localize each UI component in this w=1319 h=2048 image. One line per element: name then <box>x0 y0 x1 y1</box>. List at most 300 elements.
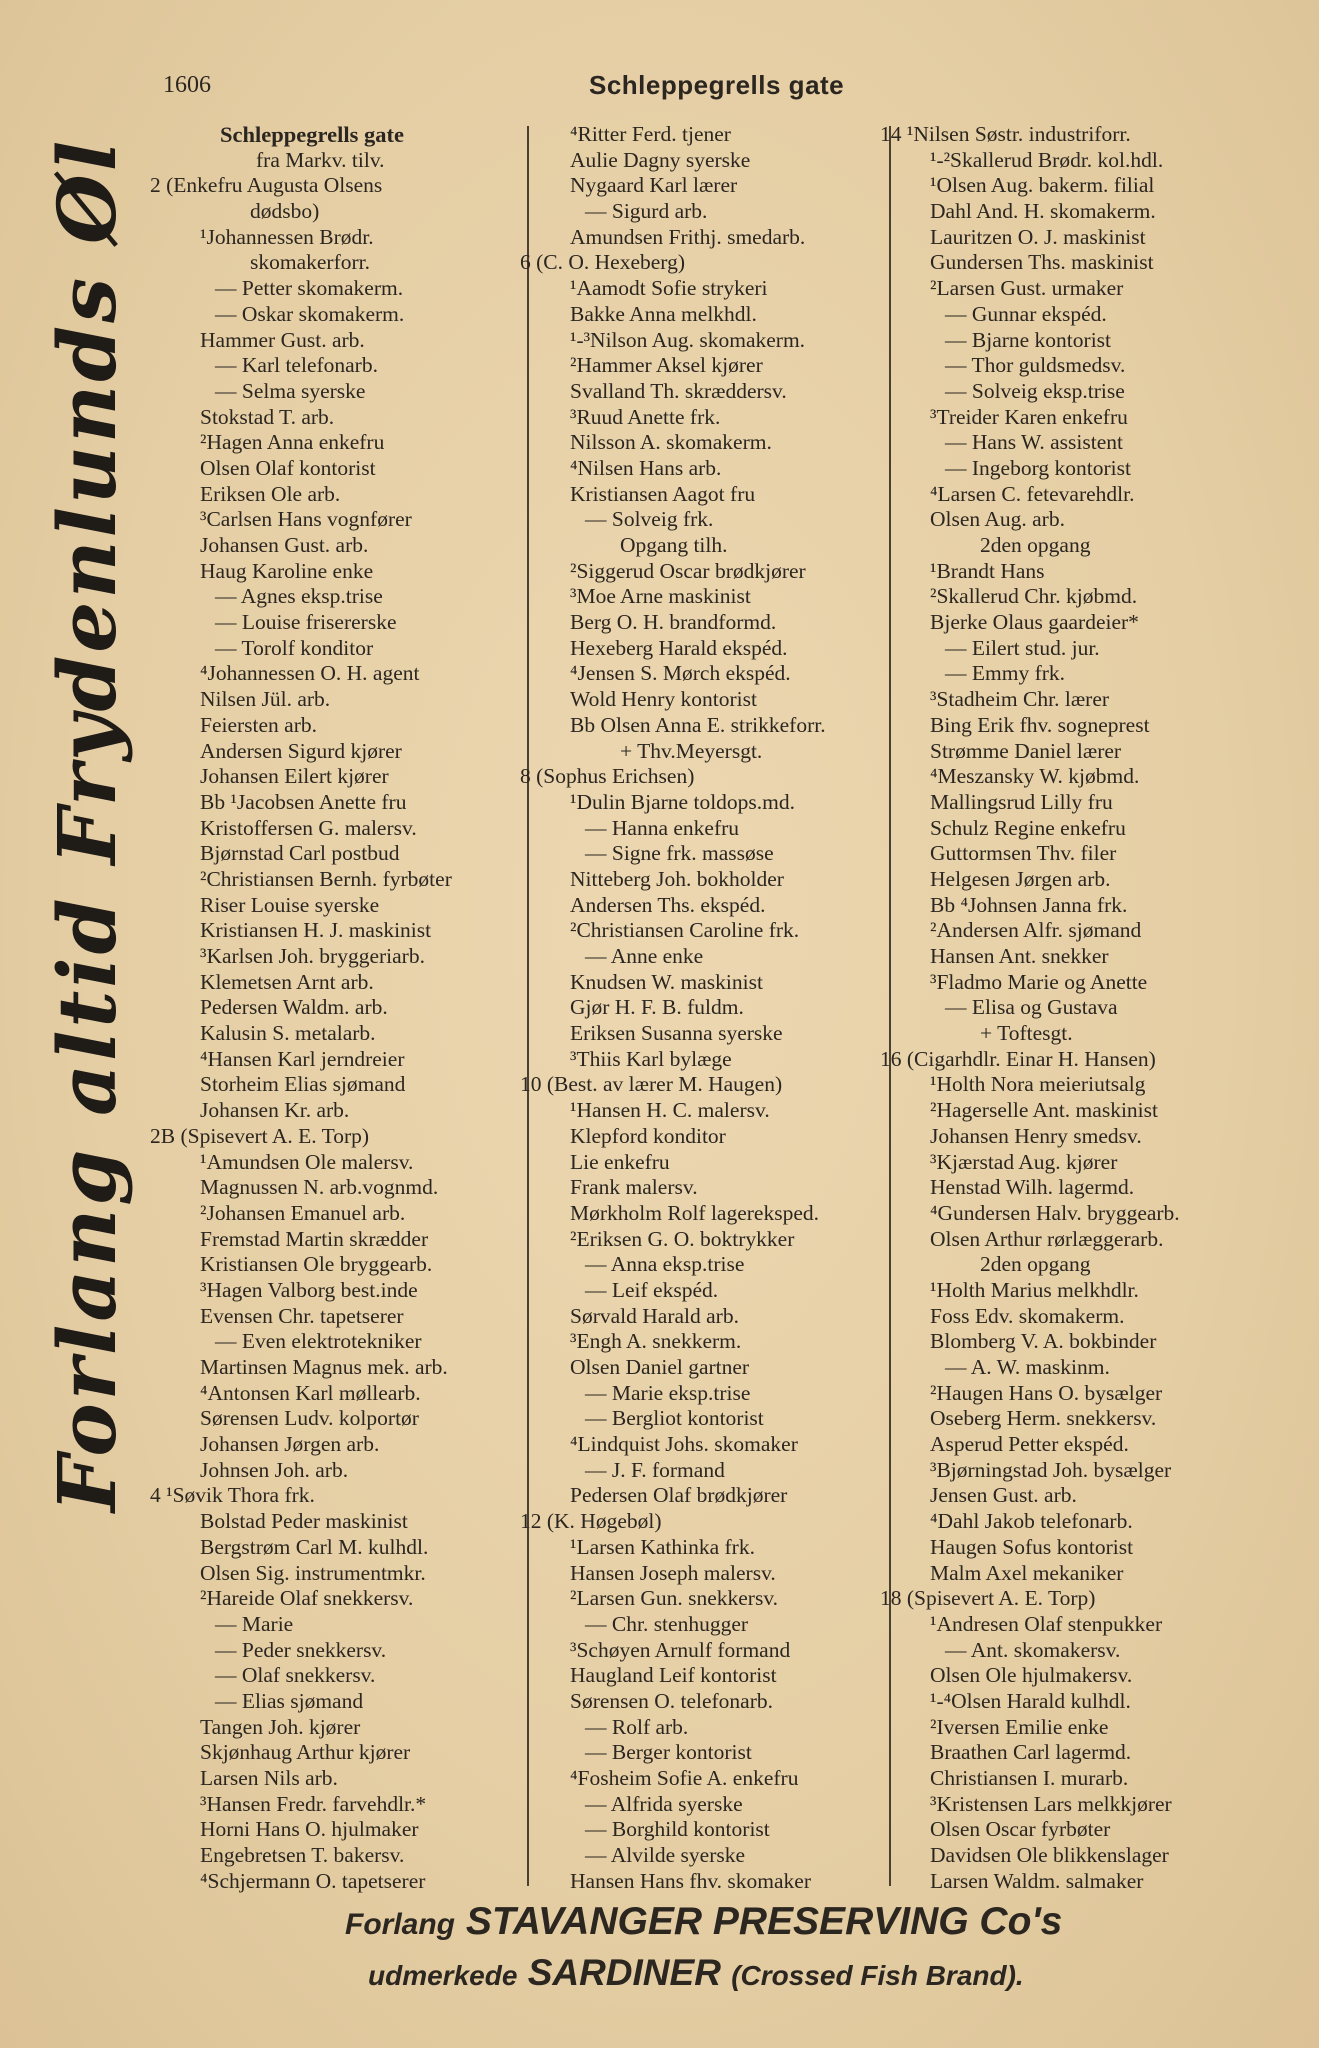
vertical-advertisement: Forlang altid Frydenlunds Øl <box>40 137 134 1512</box>
entry-text: Foss Edv. skomakerm. <box>930 1303 1125 1328</box>
entry-text: ²Siggerud Oscar brødkjører <box>570 558 806 583</box>
directory-entry <box>540 1175 900 1201</box>
directory-entry <box>900 1355 1260 1381</box>
entry-text: — Alvilde syerske <box>585 1843 746 1868</box>
directory-entry <box>540 790 900 816</box>
entry-text: ⁴Jensen S. Mørch ekspéd. <box>570 661 791 686</box>
directory-entry <box>170 1535 530 1561</box>
directory-entry <box>170 1715 530 1741</box>
entry-text: Riser Louise syerske <box>200 892 380 917</box>
entry-text: Olsen Olaf kontorist <box>200 455 376 480</box>
entry-text: ⁴Larsen C. fetevarehdlr. <box>930 481 1135 506</box>
directory-entry <box>880 122 1260 148</box>
entry-text: ¹Olsen Aug. bakerm. filial <box>930 173 1155 198</box>
directory-entry <box>170 1586 530 1612</box>
entry-text: Olsen Arthur rørlæggerarb. <box>930 1226 1164 1251</box>
entry-text: — Signe frk. massøse <box>585 841 774 866</box>
directory-entry <box>880 1586 1260 1612</box>
directory-entry <box>170 250 530 276</box>
directory-entry <box>540 841 900 867</box>
directory-entry <box>540 430 900 456</box>
directory-entry <box>900 1098 1260 1124</box>
entry-text: — Anna eksp.trise <box>585 1252 745 1277</box>
directory-entry <box>540 1381 900 1407</box>
directory-entry <box>170 1689 530 1715</box>
entry-text: Jensen Gust. arb. <box>930 1483 1077 1508</box>
directory-entry <box>170 353 530 379</box>
directory-entry <box>540 1483 900 1509</box>
entry-text: ³Carlsen Hans vognfører <box>200 507 412 532</box>
directory-entry <box>900 507 1260 533</box>
entry-text: ¹Holth Marius melkhdlr. <box>930 1277 1139 1302</box>
directory-entry <box>170 1561 530 1587</box>
entry-text: ¹Dulin Bjarne toldops.md. <box>570 789 796 814</box>
entry-text: 12 (K. Høgebøl) <box>520 1509 662 1534</box>
entry-text: — Eilert stud. jur. <box>945 635 1100 660</box>
entry-text: Stokstad T. arb. <box>200 404 335 429</box>
entry-text: — Petter skomakerm. <box>215 276 404 301</box>
entry-text: Pedersen Waldm. arb. <box>200 995 388 1020</box>
entry-text: Mallingsrud Lilly fru <box>930 789 1113 814</box>
entry-text: — Marie <box>215 1611 294 1636</box>
directory-entry <box>170 1278 530 1304</box>
directory-entry <box>540 1278 900 1304</box>
entry-text: ²Eriksen G. O. boktrykker <box>570 1226 795 1251</box>
entry-text: Malm Axel mekaniker <box>930 1560 1124 1585</box>
entry-text: Klepford konditor <box>570 1123 726 1148</box>
directory-entry <box>540 1406 900 1432</box>
directory-column-3 <box>880 122 1260 1894</box>
directory-entry <box>170 302 530 328</box>
entry-text: ²Johansen Emanuel arb. <box>200 1200 406 1225</box>
directory-entry <box>170 1432 530 1458</box>
directory-entry <box>170 1869 530 1895</box>
directory-entry <box>540 739 900 765</box>
entry-text: Schulz Regine enkefru <box>930 815 1126 840</box>
entry-text: Davidsen Ole blikkenslager <box>930 1843 1169 1868</box>
directory-entry <box>170 918 530 944</box>
directory-entry <box>170 1021 530 1047</box>
footer-ad-word: udmerkede <box>368 1960 518 1991</box>
entry-text: Helgesen Jørgen arb. <box>930 866 1111 891</box>
entry-text: ⁴Dahl Jakob telefonarb. <box>930 1509 1133 1534</box>
entry-text: — Agnes eksp.trise <box>215 584 383 609</box>
directory-entry <box>170 1252 530 1278</box>
entry-text: — Marie eksp.trise <box>585 1380 751 1405</box>
directory-entry <box>900 764 1260 790</box>
directory-entry <box>900 1021 1260 1047</box>
footer-ad-product: SARDINER <box>527 1952 721 1993</box>
entry-text: Eriksen Susanna syerske <box>570 1021 783 1046</box>
directory-entry <box>170 1098 530 1124</box>
directory-entry <box>540 918 900 944</box>
entry-text: ³Schøyen Arnulf formand <box>570 1637 791 1662</box>
entry-text: ³Fladmo Marie og Anette <box>930 969 1148 994</box>
directory-entry <box>900 1663 1260 1689</box>
directory-entry <box>540 1586 900 1612</box>
directory-entry <box>540 1124 900 1150</box>
directory-entry <box>150 173 530 199</box>
directory-column-2 <box>520 122 900 1894</box>
directory-entry <box>170 1201 530 1227</box>
entry-text: ²Hagerselle Ant. maskinist <box>930 1098 1158 1123</box>
directory-entry <box>540 1638 900 1664</box>
entry-text: Svalland Th. skræddersv. <box>570 378 787 403</box>
entry-text: ⁴Antonsen Karl møllearb. <box>200 1380 421 1405</box>
directory-entry <box>540 276 900 302</box>
directory-entry <box>540 559 900 585</box>
entry-text: Kristiansen H. J. maskinist <box>200 918 432 943</box>
entry-text: Johansen Kr. arb. <box>200 1098 350 1123</box>
directory-entry <box>900 328 1260 354</box>
entry-text: 4 ¹Søvik Thora frk. <box>150 1483 315 1508</box>
directory-entry <box>150 1483 530 1509</box>
entry-text: — Hans W. assistent <box>945 430 1123 455</box>
entry-text: ³Hagen Valborg best.inde <box>200 1277 418 1302</box>
entry-text: Haugen Sofus kontorist <box>930 1534 1134 1559</box>
directory-entry <box>170 533 530 559</box>
directory-entry <box>170 1612 530 1638</box>
directory-entry <box>900 1561 1260 1587</box>
directory-entry <box>900 661 1260 687</box>
entry-text: Haug Karoline enke <box>200 558 374 583</box>
directory-entry <box>900 610 1260 636</box>
entry-text: — Peder snekkersv. <box>215 1637 387 1662</box>
entry-text: — Anne enke <box>585 944 704 968</box>
directory-entry <box>540 816 900 842</box>
directory-entry <box>540 610 900 636</box>
directory-entry <box>540 1766 900 1792</box>
entry-text: ⁴Nilsen Hans arb. <box>570 455 722 480</box>
directory-entry <box>540 1843 900 1869</box>
entry-text: ⁴Meszansky W. kjøbmd. <box>930 764 1140 789</box>
footer-ad-brand: STAVANGER PRESERVING Co's <box>465 1900 1063 1943</box>
entry-text: ⁴Ritter Ferd. tjener <box>570 122 731 146</box>
directory-entry <box>900 1072 1260 1098</box>
directory-entry <box>900 456 1260 482</box>
directory-entry <box>170 584 530 610</box>
entry-text: Henstad Wilh. lagermd. <box>930 1175 1135 1200</box>
entry-text: 2B (Spisevert A. E. Torp) <box>150 1123 370 1148</box>
directory-entry <box>170 661 530 687</box>
entry-text: — Olaf snekkersv. <box>215 1663 376 1688</box>
entry-text: — J. F. formand <box>585 1457 725 1482</box>
entry-text: 16 (Cigarhdlr. Einar H. Hansen) <box>880 1046 1156 1071</box>
entry-text: ¹-³Nilson Aug. skomakerm. <box>570 327 806 352</box>
directory-entry <box>170 739 530 765</box>
directory-entry <box>170 276 530 302</box>
entry-text: Dahl And. H. skomakerm. <box>930 199 1156 224</box>
directory-entry <box>170 893 530 919</box>
entry-text: Bb Olsen Anna E. strikkeforr. <box>570 712 826 737</box>
directory-entry <box>540 353 900 379</box>
directory-entry <box>540 970 900 996</box>
directory-entry <box>540 456 900 482</box>
directory-entry <box>900 173 1260 199</box>
directory-entry <box>540 1458 900 1484</box>
directory-entry <box>900 1150 1260 1176</box>
entry-text: Nilsson A. skomakerm. <box>570 430 772 455</box>
entry-text: — Emmy frk. <box>945 661 1066 686</box>
directory-entry <box>170 1355 530 1381</box>
entry-text: Nitteberg Joh. bokholder <box>570 866 784 891</box>
entry-text: Larsen Waldm. salmaker <box>930 1868 1144 1893</box>
directory-entry <box>150 1123 530 1150</box>
entry-text: — Ingeborg kontorist <box>945 455 1131 480</box>
entry-text: + Toftesgt. <box>980 1021 1073 1046</box>
entry-text: ⁴Lindquist Johs. skomaker <box>570 1432 798 1457</box>
directory-entry <box>540 1047 900 1073</box>
entry-text: Bjørnstad Carl postbud <box>200 841 400 866</box>
entry-text: ³Stadheim Chr. lærer <box>930 687 1110 712</box>
directory-entry <box>900 1843 1260 1869</box>
entry-text: Aulie Dagny syerske <box>570 147 751 172</box>
directory-entry <box>170 816 530 842</box>
entry-text: 18 (Spisevert A. E. Torp) <box>880 1586 1096 1611</box>
entry-text: Hansen Hans fhv. skomaker <box>570 1868 812 1893</box>
entry-text: Johansen Henry smedsv. <box>930 1123 1142 1148</box>
entry-text: ¹Andresen Olaf stenpukker <box>930 1611 1163 1636</box>
directory-entry <box>170 944 530 970</box>
footer-ad-word: Forlang <box>345 1908 455 1941</box>
entry-text: Bjerke Olaus gaardeier* <box>930 610 1139 635</box>
directory-entry <box>900 995 1260 1021</box>
entry-text: Sørensen O. telefonarb. <box>570 1688 773 1713</box>
entry-text: ³Bjørningstad Joh. bysælger <box>930 1457 1172 1482</box>
directory-entry <box>900 559 1260 585</box>
directory-entry <box>540 636 900 662</box>
entry-text: ⁴Schjermann O. tapetserer <box>200 1868 426 1893</box>
entry-text: — Selma syerske <box>215 378 366 403</box>
entry-text: Bakke Anna melkhdl. <box>570 301 757 326</box>
entry-text: Bergstrøm Carl M. kulhdl. <box>200 1534 429 1559</box>
directory-entry <box>900 790 1260 816</box>
entry-text: Guttormsen Thv. filer <box>930 841 1117 866</box>
entry-text: ³Kjærstad Aug. kjører <box>930 1149 1118 1174</box>
entry-text: fra Markv. tilv. <box>256 147 385 172</box>
directory-entry <box>900 1535 1260 1561</box>
running-head: Schleppegrells gate <box>589 70 845 100</box>
entry-text: ²Christiansen Caroline frk. <box>570 918 800 943</box>
directory-entry <box>900 353 1260 379</box>
entry-text: Kalusin S. metalarb. <box>200 1021 376 1046</box>
entry-text: Olsen Oscar fyrbøter <box>930 1817 1111 1842</box>
entry-text: ³Hansen Fredr. farvehdlr.* <box>200 1791 427 1816</box>
directory-entry <box>900 430 1260 456</box>
entry-text: Bb ⁴Johnsen Janna frk. <box>930 892 1128 917</box>
directory-entry <box>170 1509 530 1535</box>
entry-text: Feiersten arb. <box>200 712 318 737</box>
directory-entry <box>900 1227 1260 1253</box>
directory-entry <box>170 687 530 713</box>
directory-entry <box>540 995 900 1021</box>
entry-text: Sørvald Harald arb. <box>570 1303 739 1328</box>
directory-entry <box>900 1406 1260 1432</box>
directory-entry <box>540 1432 900 1458</box>
entry-text: Kristoffersen G. malersv. <box>200 815 417 840</box>
entry-text: ¹Brandt Hans <box>930 558 1045 583</box>
directory-entry <box>540 1535 900 1561</box>
directory-entry <box>900 1689 1260 1715</box>
entry-text: Martinsen Magnus mek. arb. <box>200 1355 448 1379</box>
entry-text: Asperud Petter ekspéd. <box>930 1432 1129 1457</box>
directory-entry <box>900 584 1260 610</box>
directory-entry <box>880 1046 1260 1073</box>
directory-entry <box>900 1509 1260 1535</box>
entry-text: Storheim Elias sjømand <box>200 1072 406 1097</box>
entry-text: ¹-²Skallerud Brødr. kol.hdl. <box>930 147 1164 172</box>
directory-entry <box>170 405 530 431</box>
directory-entry <box>540 1561 900 1587</box>
entry-text: — Leif ekspéd. <box>585 1277 719 1302</box>
directory-entry <box>170 610 530 636</box>
directory-entry <box>170 122 530 148</box>
directory-entry <box>540 302 900 328</box>
entry-text: — Rolf arb. <box>585 1714 689 1739</box>
directory-entry <box>540 533 900 559</box>
directory-entry <box>540 1817 900 1843</box>
entry-text: — Karl telefonarb. <box>215 353 378 378</box>
directory-entry <box>900 1638 1260 1664</box>
directory-entry <box>170 456 530 482</box>
entry-text: — A. W. maskinm. <box>945 1355 1110 1379</box>
directory-entry <box>900 1869 1260 1895</box>
directory-entry <box>900 405 1260 431</box>
directory-entry <box>540 1098 900 1124</box>
directory-entry <box>900 687 1260 713</box>
entry-text: ²Hareide Olaf snekkersv. <box>200 1586 414 1611</box>
entry-text: 14 ¹Nilsen Søstr. industriforr. <box>880 122 1131 146</box>
directory-entry <box>540 1689 900 1715</box>
entry-text: — Ant. skomakersv. <box>945 1637 1121 1662</box>
directory-entry <box>900 379 1260 405</box>
directory-entry <box>170 430 530 456</box>
directory-entry <box>900 1483 1260 1509</box>
entry-text: skomakerforr. <box>250 250 371 275</box>
directory-entry <box>170 1740 530 1766</box>
directory-entry <box>540 867 900 893</box>
directory-entry <box>900 302 1260 328</box>
entry-text: ¹Hansen H. C. malersv. <box>570 1098 770 1123</box>
entry-text: Evensen Chr. tapetserer <box>200 1303 404 1328</box>
footer-ad-line-1 <box>345 1900 1062 1944</box>
entry-text: Johansen Gust. arb. <box>200 533 369 557</box>
entry-text: — Gunnar ekspéd. <box>945 301 1107 326</box>
directory-entry <box>900 1329 1260 1355</box>
directory-entry <box>900 841 1260 867</box>
directory-entry <box>170 559 530 585</box>
entry-text: Bolstad Peder maskinist <box>200 1509 408 1534</box>
entry-text: Mørkholm Rolf lagereksped. <box>570 1200 819 1225</box>
entry-text: ³Karlsen Joh. bryggeriarb. <box>200 944 425 968</box>
entry-text: Nygaard Karl lærer <box>570 173 738 198</box>
directory-entry <box>540 1663 900 1689</box>
entry-text: Gundersen Ths. maskinist <box>930 250 1154 275</box>
entry-text: ¹Johannessen Brødr. <box>200 224 374 249</box>
entry-text: Kristiansen Aagot fru <box>570 481 756 506</box>
entry-text: Amundsen Frithj. smedarb. <box>570 224 806 249</box>
entry-text: Berg O. H. brandformd. <box>570 610 777 635</box>
entry-text: — Bjarne kontorist <box>945 327 1112 352</box>
directory-entry <box>540 482 900 508</box>
directory-entry <box>170 1792 530 1818</box>
directory-entry <box>900 739 1260 765</box>
directory-entry <box>540 944 900 970</box>
directory-entry <box>170 1458 530 1484</box>
directory-entry <box>170 841 530 867</box>
directory-entry <box>900 276 1260 302</box>
directory-entry <box>540 225 900 251</box>
directory-entry <box>900 918 1260 944</box>
entry-text: Bb ¹Jacobsen Anette fru <box>200 789 407 814</box>
entry-text: ³Moe Arne maskinist <box>570 584 751 609</box>
entry-text: 2den opgang <box>980 533 1091 557</box>
entry-text: + Thv.Meyersgt. <box>620 738 763 763</box>
entry-text: — Bergliot kontorist <box>585 1406 764 1431</box>
entry-text: Johansen Jørgen arb. <box>200 1432 380 1457</box>
directory-entry <box>900 970 1260 996</box>
entry-text: 6 (C. O. Hexeberg) <box>520 250 685 275</box>
entry-text: Wold Henry kontorist <box>570 687 757 712</box>
directory-entry <box>170 482 530 508</box>
directory-entry <box>900 225 1260 251</box>
directory-entry <box>540 405 900 431</box>
directory-column-1 <box>150 122 530 1894</box>
directory-entry <box>900 1817 1260 1843</box>
directory-entry <box>540 1201 900 1227</box>
entry-text: ³Treider Karen enkefru <box>930 404 1128 429</box>
entry-text: ¹-⁴Olsen Harald kulhdl. <box>930 1688 1131 1713</box>
entry-text: ⁴Johannessen O. H. agent <box>200 661 420 686</box>
entry-text: — Elias sjømand <box>215 1688 364 1713</box>
entry-text: ⁴Hansen Karl jerndreier <box>200 1046 405 1071</box>
entry-text: ²Christiansen Bernh. fyrbøter <box>200 866 452 891</box>
entry-text: Pedersen Olaf brødkjører <box>570 1483 788 1508</box>
entry-text: Hansen Ant. snekker <box>930 944 1109 968</box>
entry-text: Sørensen Ludv. kolportør <box>200 1406 419 1431</box>
directory-entry <box>540 1792 900 1818</box>
directory-entry <box>170 1381 530 1407</box>
directory-entry <box>900 1432 1260 1458</box>
entry-text: Skjønhaug Arthur kjører <box>200 1740 411 1765</box>
directory-entry <box>900 1201 1260 1227</box>
entry-text: 8 (Sophus Erichsen) <box>520 764 695 789</box>
entry-text: Lie enkefru <box>570 1149 670 1174</box>
directory-entry <box>170 970 530 996</box>
directory-entry <box>170 636 530 662</box>
entry-text: Horni Hans O. hjulmaker <box>200 1817 419 1842</box>
entry-text: 2den opgang <box>980 1252 1091 1277</box>
directory-entry <box>900 533 1260 559</box>
entry-text: Knudsen W. maskinist <box>570 969 763 994</box>
entry-text: Olsen Ole hjulmakersv. <box>930 1663 1133 1688</box>
entry-text: ²Haugen Hans O. bysælger <box>930 1380 1163 1405</box>
directory-entry <box>900 816 1260 842</box>
directory-entry <box>900 713 1260 739</box>
entry-text: Gjør H. F. B. fuldm. <box>570 995 744 1020</box>
directory-entry <box>540 1252 900 1278</box>
directory-entry <box>170 148 530 174</box>
directory-entry <box>900 199 1260 225</box>
entry-text: ¹Aamodt Sofie strykeri <box>570 276 768 301</box>
entry-text: ³Ruud Anette frk. <box>570 404 721 429</box>
entry-text: Blomberg V. A. bokbinder <box>930 1329 1157 1354</box>
entry-text: Strømme Daniel lærer <box>930 738 1122 763</box>
directory-entry <box>170 507 530 533</box>
entry-text: Hexeberg Harald ekspéd. <box>570 635 788 660</box>
entry-text: ²Hagen Anna enkefru <box>200 430 385 455</box>
directory-entry <box>540 1355 900 1381</box>
